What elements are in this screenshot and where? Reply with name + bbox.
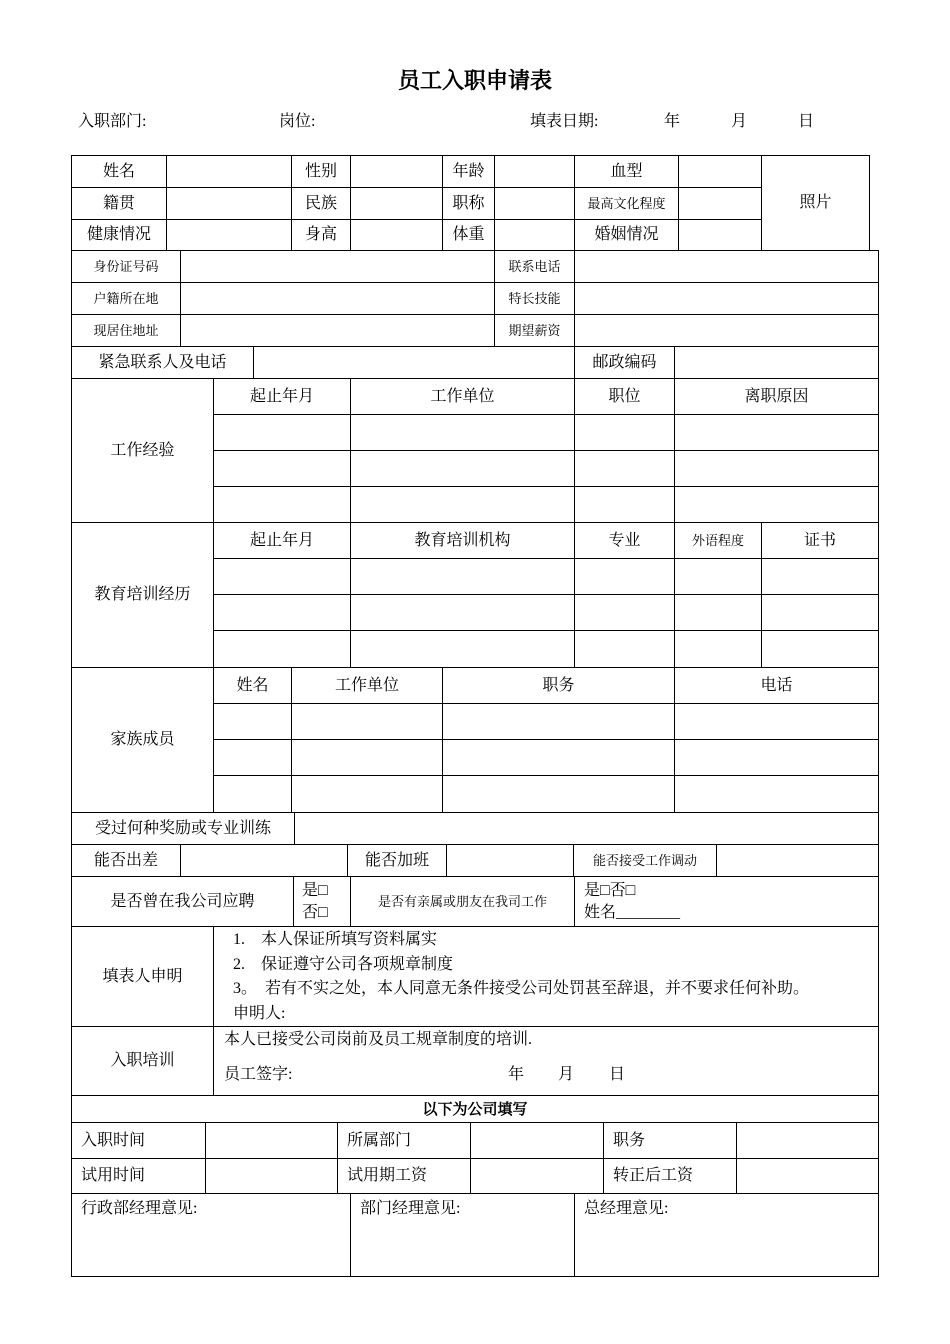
id-label: 身份证号码 — [71, 250, 181, 283]
gender-label: 性别 — [291, 155, 351, 188]
post-field[interactable] — [736, 1122, 879, 1159]
family-cell[interactable] — [291, 703, 443, 740]
date-year: 年 — [664, 113, 681, 130]
family-cell[interactable] — [674, 775, 879, 813]
family-cell[interactable] — [213, 739, 292, 776]
marital-label: 婚姻情况 — [574, 219, 679, 251]
edu-cell[interactable] — [350, 558, 575, 595]
work-cell[interactable] — [350, 414, 575, 451]
dept-field[interactable] — [470, 1122, 604, 1159]
age-label: 年龄 — [442, 155, 495, 188]
edu-cell[interactable] — [213, 630, 351, 668]
family-header-phone: 电话 — [674, 667, 879, 704]
awards-label: 受过何种奖励或专业训练 — [71, 812, 295, 845]
education-label: 最高文化程度 — [574, 187, 679, 220]
weight-field[interactable] — [494, 219, 575, 251]
edu-header-language: 外语程度 — [674, 522, 762, 559]
phone-field[interactable] — [574, 250, 879, 283]
edu-label: 教育培训经历 — [71, 522, 214, 668]
work-cell[interactable] — [574, 414, 675, 451]
hukou-label: 户籍所在地 — [71, 282, 181, 315]
declaration-line-1: 1. 本人保证所填写资料属实 — [233, 931, 438, 948]
relatives-label: 是否有亲属或朋友在我司工作 — [350, 876, 575, 927]
edu-cell[interactable] — [350, 594, 575, 631]
address-label: 现居住地址 — [71, 314, 181, 347]
family-cell[interactable] — [213, 775, 292, 813]
edu-cell[interactable] — [213, 594, 351, 631]
declaration-line-2: 2. 保证遵守公司各项规章制度 — [233, 955, 454, 973]
edu-cell[interactable] — [761, 630, 879, 668]
work-cell[interactable] — [213, 414, 351, 451]
work-header-reason: 离职原因 — [674, 378, 879, 415]
weight-label: 体重 — [442, 219, 495, 251]
entry-time-label: 入职时间 — [71, 1122, 206, 1159]
health-field[interactable] — [166, 219, 292, 251]
travel-field[interactable] — [180, 844, 348, 877]
edu-header-period: 起止年月 — [213, 522, 351, 559]
ethnic-field[interactable] — [350, 187, 443, 220]
ethnic-label: 民族 — [291, 187, 351, 220]
edu-header-institution: 教育培训机构 — [350, 522, 575, 559]
address-field[interactable] — [180, 314, 495, 347]
overtime-label: 能否加班 — [347, 844, 447, 877]
training-sign[interactable]: 员工签字: — [224, 1066, 293, 1083]
relative-name-field[interactable]: 姓名________ — [584, 903, 681, 921]
work-cell[interactable] — [674, 414, 879, 451]
age-field[interactable] — [494, 155, 575, 188]
native-label: 籍贯 — [71, 187, 167, 220]
skill-field[interactable] — [574, 282, 879, 315]
gm-opinion[interactable]: 总经理意见: — [574, 1193, 879, 1277]
relatives-options[interactable] — [574, 876, 879, 927]
date-label: 填表日期: — [530, 113, 599, 130]
work-cell[interactable] — [350, 450, 575, 487]
gender-field[interactable] — [350, 155, 443, 188]
work-cell[interactable] — [674, 450, 879, 487]
education-field[interactable] — [678, 187, 762, 220]
training-label: 入职培训 — [71, 1026, 214, 1096]
postcode-field[interactable] — [674, 346, 879, 379]
dept-opinion[interactable]: 部门经理意见: — [350, 1193, 575, 1277]
trial-time-field[interactable] — [205, 1158, 338, 1194]
edu-cell[interactable] — [574, 630, 675, 668]
photo-box[interactable]: 照片 — [761, 155, 870, 251]
postcode-label: 邮政编码 — [574, 346, 675, 379]
travel-label: 能否出差 — [71, 844, 181, 877]
blood-field[interactable] — [678, 155, 762, 188]
admin-opinion[interactable]: 行政部经理意见: — [71, 1193, 351, 1277]
emergency-field[interactable] — [253, 346, 575, 379]
applied-yes-checkbox[interactable]: 是□ — [302, 881, 328, 899]
training-month: 月 — [558, 1066, 575, 1083]
health-label: 健康情况 — [71, 219, 167, 251]
family-cell[interactable] — [442, 739, 675, 776]
blood-label: 血型 — [574, 155, 679, 188]
work-cell[interactable] — [574, 486, 675, 523]
hukou-field[interactable] — [180, 282, 495, 315]
skill-label: 特长技能 — [494, 282, 575, 315]
post-label: 职务 — [603, 1122, 737, 1159]
salary-label: 期望薪资 — [494, 314, 575, 347]
family-cell[interactable] — [442, 703, 675, 740]
training-day: 日 — [609, 1066, 626, 1083]
emergency-label: 紧急联系人及电话 — [71, 346, 254, 379]
edu-cell[interactable] — [574, 594, 675, 631]
phone-label: 联系电话 — [494, 250, 575, 283]
edu-cell[interactable] — [213, 558, 351, 595]
family-cell[interactable] — [674, 739, 879, 776]
edu-cell[interactable] — [761, 558, 879, 595]
title-label: 职称 — [442, 187, 495, 220]
work-label: 工作经验 — [71, 378, 214, 523]
dept-label-cell: 所属部门 — [337, 1122, 471, 1159]
salary-field[interactable] — [574, 314, 879, 347]
date-day: 日 — [798, 113, 815, 130]
height-field[interactable] — [350, 219, 443, 251]
name-field[interactable] — [166, 155, 292, 188]
work-cell[interactable] — [574, 450, 675, 487]
awards-field[interactable] — [294, 812, 879, 845]
edu-cell[interactable] — [350, 630, 575, 668]
family-cell[interactable] — [442, 775, 675, 813]
id-field[interactable] — [180, 250, 495, 283]
edu-cell[interactable] — [674, 594, 762, 631]
work-cell[interactable] — [350, 486, 575, 523]
trial-salary-label: 试用期工资 — [337, 1158, 471, 1194]
work-cell[interactable] — [213, 450, 351, 487]
family-cell[interactable] — [213, 703, 292, 740]
family-cell[interactable] — [291, 775, 443, 813]
overtime-field[interactable] — [446, 844, 574, 877]
regular-salary-field[interactable] — [736, 1158, 879, 1194]
training-box — [213, 1026, 879, 1096]
page-title: 员工入职申请表 — [397, 69, 552, 94]
edu-cell[interactable] — [674, 558, 762, 595]
title-field[interactable] — [494, 187, 575, 220]
regular-salary-label: 转正后工资 — [603, 1158, 737, 1194]
name-label: 姓名 — [71, 155, 167, 188]
family-header-company: 工作单位 — [291, 667, 443, 704]
height-label: 身高 — [291, 219, 351, 251]
declaration-text — [213, 926, 879, 1027]
entry-time-field[interactable] — [205, 1122, 338, 1159]
family-header-name: 姓名 — [213, 667, 292, 704]
edu-cell[interactable] — [574, 558, 675, 595]
family-label: 家族成员 — [71, 667, 214, 813]
company-heading: 以下为公司填写 — [71, 1095, 879, 1123]
transfer-field[interactable] — [716, 844, 879, 877]
work-cell[interactable] — [674, 486, 879, 523]
position-label: 岗位: — [279, 113, 316, 130]
dept-label: 入职部门: — [78, 113, 147, 130]
date-month: 月 — [731, 113, 748, 130]
family-cell[interactable] — [674, 703, 879, 740]
applied-no-checkbox[interactable]: 否□ — [302, 903, 328, 921]
declaration-label: 填表人申明 — [71, 926, 214, 1027]
relatives-yes-no-checkbox[interactable]: 是□否□ — [584, 881, 636, 899]
applied-label: 是否曾在我公司应聘 — [71, 876, 294, 927]
declaration-signer[interactable]: 申明人: — [233, 1004, 286, 1022]
training-text: 本人已接受公司岗前及员工规章制度的培训. — [224, 1031, 533, 1048]
trial-time-label: 试用时间 — [71, 1158, 206, 1194]
family-cell[interactable] — [291, 739, 443, 776]
edu-header-major: 专业 — [574, 522, 675, 559]
edu-cell[interactable] — [761, 594, 879, 631]
work-header-company: 工作单位 — [350, 378, 575, 415]
training-year: 年 — [508, 1066, 525, 1083]
family-header-duty: 职务 — [442, 667, 675, 704]
work-header-position: 职位 — [574, 378, 675, 415]
trial-salary-field[interactable] — [470, 1158, 604, 1194]
declaration-line-3: 3。 若有不实之处，本人同意无条件接受公司处罚甚至辞退，并不要求任何补助。 — [233, 980, 810, 997]
edu-cell[interactable] — [674, 630, 762, 668]
applied-options[interactable] — [293, 876, 351, 927]
edu-header-certificate: 证书 — [761, 522, 879, 559]
native-field[interactable] — [166, 187, 292, 220]
marital-field[interactable] — [678, 219, 762, 251]
work-header-period: 起止年月 — [213, 378, 351, 415]
work-cell[interactable] — [213, 486, 351, 523]
transfer-label: 能否接受工作调动 — [573, 844, 717, 877]
